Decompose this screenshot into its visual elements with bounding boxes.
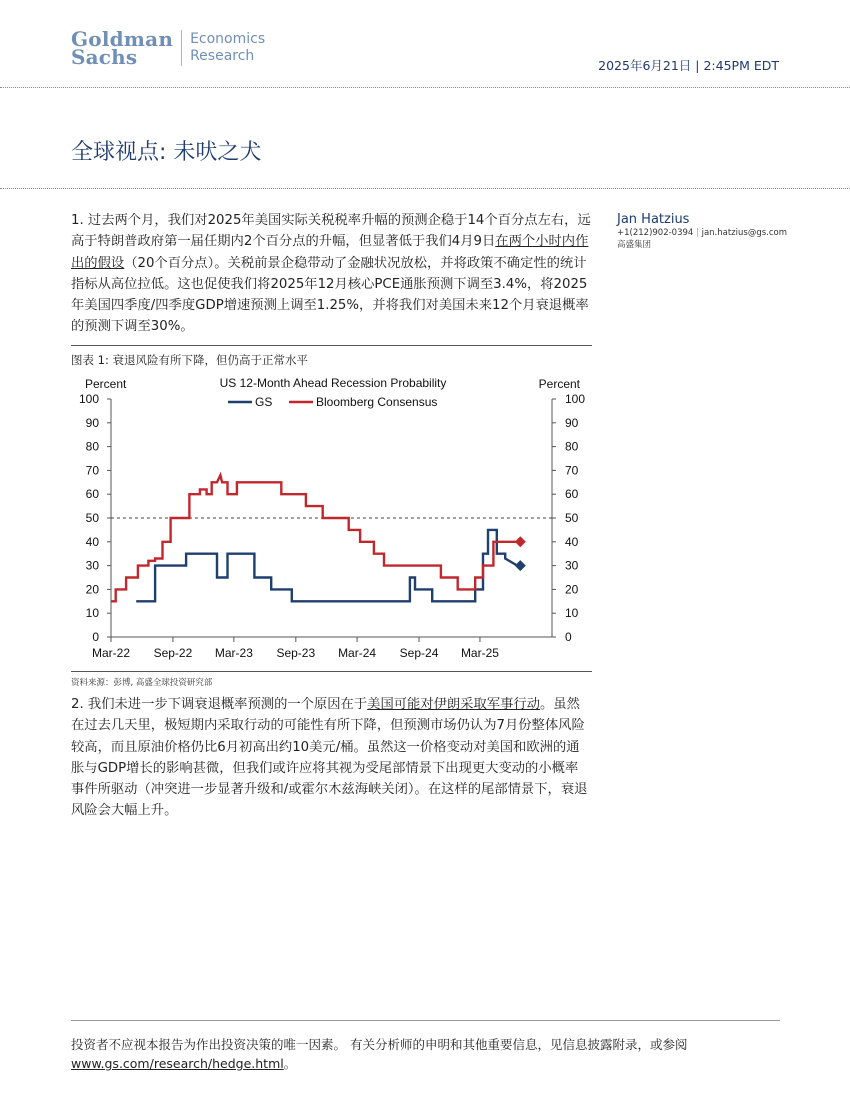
x-tick-label: Mar-23	[214, 646, 253, 660]
chart-axes	[79, 392, 585, 660]
y-tick-label-right: 20	[565, 582, 579, 597]
paragraph-2-text-a: 2. 我们未进一步下调衰退概率预测的一个原因在于	[71, 697, 368, 712]
paragraph-2	[71, 694, 591, 822]
x-tick-label: Mar-22	[91, 646, 131, 660]
y-tick-label-left: 100	[78, 392, 99, 406]
figure-top-rule	[71, 345, 592, 346]
series-marker-bloomberg	[515, 536, 526, 547]
y-tick-label-left: 80	[85, 439, 99, 454]
y-tick-label-right: 60	[565, 487, 579, 502]
y-tick-label-right: 80	[565, 439, 579, 454]
legend-label-bloomberg: Bloomberg Consensus	[316, 395, 438, 409]
figure-caption: 图表 1: 衰退风险有所下降，但仍高于正常水平	[71, 353, 308, 367]
series-line-bloomberg	[111, 475, 517, 601]
footer-rule	[71, 1020, 780, 1021]
y-tick-label-right: 50	[565, 511, 579, 525]
paragraph-1-link[interactable]: 在两个小时内作出的假设	[71, 234, 589, 271]
chart-legend	[228, 395, 437, 409]
y-tick-label-right: 0	[565, 630, 572, 644]
footer-link[interactable]: www.gs.com/research/hedge.html	[71, 1056, 284, 1071]
logo-sachs: Sachs	[71, 45, 138, 69]
y-tick-label-left: 50	[85, 511, 99, 525]
y-tick-label-right: 90	[565, 415, 579, 430]
paragraph-1-text-b: （20个百分点）。关税前景企稳带动了金融状况放松，并将政策不确定性的统计指标从高位拉低。这也促使我们将2025年12月核心PCE通胀预测下调至3.4%，将2025年美国四季度/四季度GDP增速预测上调至1.25%，并将我们对美国未来12个月衰退概率的预测下调至30%。	[71, 255, 589, 335]
recession-probability-chart	[71, 370, 592, 670]
author-firm: 高盛集团	[617, 240, 652, 250]
paragraph-1-text-a: 1. 过去两个月，我们对2025年美国实际关税税率升幅的预测企稳于14个百分点左右，远高于特朗普政府第一届任期内2个百分点的升幅，但显著低于我们4月9日	[71, 213, 591, 250]
author-contact: +1(212)902-0394 | jan.hatzius@gs.com	[617, 228, 788, 238]
author-name[interactable]: Jan Hatzius	[617, 212, 690, 227]
title-divider	[0, 188, 850, 189]
y-axis-label-right: Percent	[538, 377, 580, 391]
footer-text: 投资者不应视本报告为作出投资决策的唯一因素。 有关分析师的申明和其他重要信息，见信息披露附录，或参阅	[71, 1037, 688, 1052]
footer-end: 。	[283, 1056, 297, 1071]
gs-logo	[71, 27, 266, 69]
figure-source: 资料来源：彭博, 高盛全球投资研究部	[71, 678, 213, 688]
y-tick-label-left: 20	[85, 582, 99, 597]
author-email[interactable]: jan.hatzius@gs.com	[701, 228, 788, 238]
y-tick-label-left: 60	[85, 487, 99, 502]
y-tick-label-right: 100	[565, 392, 586, 406]
page-title: 全球视点: 未吠之犬	[71, 139, 262, 165]
x-tick-label: Sep-22	[153, 646, 193, 660]
y-tick-label-left: 0	[92, 630, 99, 644]
paragraph-2-text-b: 。虽然在过去几天里，极短期内采取行动的可能性有所下降，但预测市场仍认为7月份整体风险较高，而且原油价格仍比6月初高出约10美元/桶。虽然这一价格变动对美国和欧洲的通胀与GDP增长的影响甚微，但我们或许应将其视为受尾部情景下出现更大变动的小概率事件所驱动（冲突进一步显著升级和/或霍尔木兹海峡关闭）。在这样的尾部情景下，衰退风险会大幅上升。	[71, 697, 588, 819]
y-tick-label-right: 10	[565, 606, 579, 621]
chart-title: US 12-Month Ahead Recession Probability	[219, 376, 447, 390]
legend-label-gs: GS	[255, 395, 273, 409]
y-tick-label-left: 10	[85, 606, 99, 621]
x-tick-label: Mar-25	[460, 646, 499, 660]
y-tick-label-right: 70	[565, 463, 579, 478]
figure-bottom-rule	[71, 671, 592, 672]
paragraph-2-link[interactable]: 美国可能对伊朗采取军事行动	[367, 697, 541, 712]
y-tick-label-left: 90	[85, 415, 99, 430]
y-tick-label-left: 30	[85, 558, 99, 573]
paragraph-1	[71, 210, 591, 338]
report-date: 2025年6月21日 | 2:45PM EDT	[598, 58, 779, 73]
y-tick-label-right: 30	[565, 558, 579, 573]
series-marker-gs	[515, 560, 526, 571]
y-axis-label-left: Percent	[85, 377, 127, 391]
header-divider	[0, 87, 850, 88]
disclosure-footer	[71, 1035, 780, 1073]
x-tick-label: Mar-24	[338, 646, 377, 660]
logo-goldman: Goldman	[71, 27, 174, 51]
logo-economics: Economics	[190, 31, 266, 47]
x-tick-label: Sep-23	[276, 646, 316, 660]
author-block	[617, 212, 787, 250]
logo-divider	[181, 30, 182, 66]
y-tick-label-right: 40	[565, 534, 579, 549]
y-tick-label-left: 40	[85, 534, 99, 549]
logo-research: Research	[190, 48, 255, 64]
author-phone: +1(212)902-0394	[617, 228, 694, 238]
y-tick-label-left: 70	[85, 463, 99, 478]
x-tick-label: Sep-24	[399, 646, 439, 660]
